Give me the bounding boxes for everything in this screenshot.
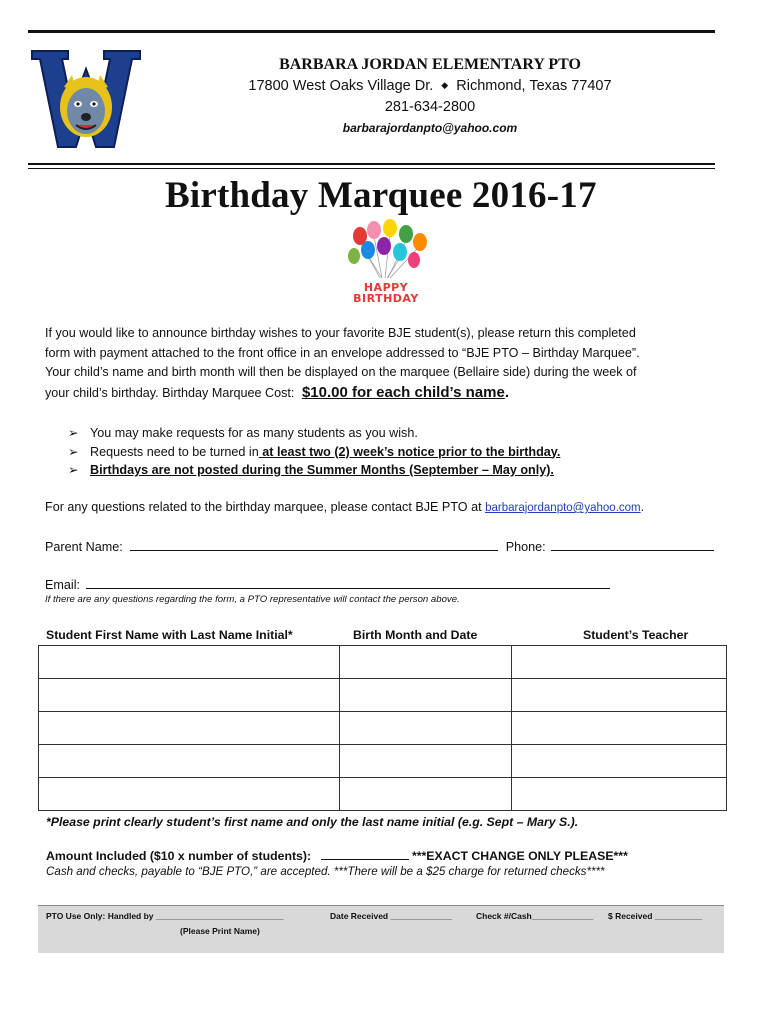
amount-field[interactable] [321, 847, 409, 860]
amount-label: Amount Included ($10 x number of students): [46, 849, 312, 863]
print-clearly-note: *Please print clearly student’s first name and only the last name initial (e.g. Sept – Mary S.). [46, 815, 579, 829]
phone-label: Phone: [505, 540, 546, 554]
header-bottom-rule-thin [28, 168, 715, 169]
arrow-bullet-icon: ➢ [68, 444, 79, 459]
intro-line-2: form with payment attached to the front office in an envelope addressed to “BJE PTO – Birthday Marquee”. [45, 345, 640, 360]
print-name-label: (Please Print Name) [180, 926, 260, 936]
parent-name-row [45, 538, 735, 554]
name-cell[interactable] [39, 646, 340, 679]
teacher-cell[interactable] [512, 778, 727, 811]
contact-email-link[interactable]: barbarajordanpto@yahoo.com [485, 502, 641, 514]
school-logo [30, 47, 142, 153]
top-rule [28, 30, 715, 33]
org-name: BARBARA JORDAN ELEMENTARY PTO [279, 56, 581, 73]
contact-text: For any questions related to the birthday marquee, please contact BJE PTO at [45, 500, 482, 514]
name-cell[interactable] [39, 679, 340, 712]
address-city: Richmond, Texas 77407 [456, 78, 612, 94]
name-cell[interactable] [39, 712, 340, 745]
table-row [39, 679, 727, 712]
date-cell[interactable] [340, 712, 512, 745]
contact-line [45, 500, 725, 514]
table-row [39, 745, 727, 778]
address-street: 17800 West Oaks Village Dr. [248, 78, 434, 94]
col-header-student-name: Student First Name with Last Name Initial* [46, 628, 293, 642]
name-cell[interactable] [39, 778, 340, 811]
exact-change-text: ***EXACT CHANGE ONLY PLEASE*** [411, 849, 628, 863]
payable-note: Cash and checks, payable to “BJE PTO,” are accepted. ***There will be a $25 charge for returned checks**** [46, 865, 605, 878]
contact-end: . [640, 500, 645, 514]
intro-paragraph [45, 324, 725, 403]
intro-line-4 [45, 383, 725, 404]
page-title: Birthday Marquee 2016-17 [165, 175, 597, 216]
table-row [39, 712, 727, 745]
bullet-item [68, 461, 728, 480]
date-cell[interactable] [340, 679, 512, 712]
header-email: barbarajordanpto@yahoo.com [342, 121, 518, 135]
email-row [45, 576, 735, 592]
happy-birthday-text: HAPPY BIRTHDAY [353, 281, 419, 305]
bullet-list [68, 424, 728, 480]
table-row [39, 646, 727, 679]
cost-amount: $10.00 for each child’s name [301, 383, 505, 401]
arrow-bullet-icon: ➢ [68, 426, 79, 440]
table-row [39, 778, 727, 811]
contact-note: If there are any questions regarding the form, a PTO representative will contact the person above. [45, 594, 460, 605]
amount-row [46, 847, 628, 863]
check-cash: Check #/Cash_____________ [476, 911, 594, 921]
handled-by: PTO Use Only: Handled by ___________________________ [46, 911, 284, 921]
intro-line-1: If you would like to announce birthday wishes to your favorite BJE student(s), please return this completed [45, 326, 636, 340]
parent-name-label: Parent Name: [45, 540, 123, 554]
date-received: Date Received _____________ [330, 911, 452, 921]
teacher-cell[interactable] [512, 646, 727, 679]
address-line [180, 78, 680, 94]
parent-name-field[interactable] [130, 538, 498, 551]
office-use-box [38, 905, 724, 953]
teacher-cell[interactable] [512, 712, 727, 745]
amount-received: $ Received __________ [608, 911, 703, 921]
teacher-cell[interactable] [512, 679, 727, 712]
date-cell[interactable] [340, 646, 512, 679]
header-bottom-rule-thick [28, 163, 715, 165]
email-field[interactable] [86, 576, 610, 589]
bullet-text-2b: at least two (2) week’s notice prior to the birthday. [258, 444, 561, 459]
diamond-icon: ◆ [441, 80, 449, 90]
date-cell[interactable] [340, 745, 512, 778]
bullet-text-3: Birthdays are not posted during the Summer Months (September – May only). [90, 463, 554, 477]
bullet-text-2a: Requests need to be turned in [90, 444, 259, 459]
bullet-item [68, 443, 728, 462]
phone-number: 281-634-2800 [384, 99, 476, 115]
phone-field[interactable] [551, 538, 714, 551]
date-cell[interactable] [340, 778, 512, 811]
intro-line-3: Your child’s name and birth month will then be displayed on the marquee (Bellaire side) during the week of [45, 365, 637, 380]
intro-line-4-text: your child’s birthday. Birthday Marquee Cost: [45, 385, 295, 400]
bullet-text-1: You may make requests for as many students as you wish. [90, 426, 418, 440]
teacher-cell[interactable] [512, 745, 727, 778]
cost-period: . [504, 383, 509, 401]
student-table [38, 645, 727, 811]
col-header-teacher: Student’s Teacher [583, 628, 689, 642]
name-cell[interactable] [39, 745, 340, 778]
birthday-balloons-graphic [340, 218, 432, 310]
arrow-bullet-icon: ➢ [68, 463, 79, 477]
bullet-item [68, 424, 728, 443]
col-header-birth-date: Birth Month and Date [353, 628, 478, 642]
email-label: Email: [45, 578, 80, 592]
